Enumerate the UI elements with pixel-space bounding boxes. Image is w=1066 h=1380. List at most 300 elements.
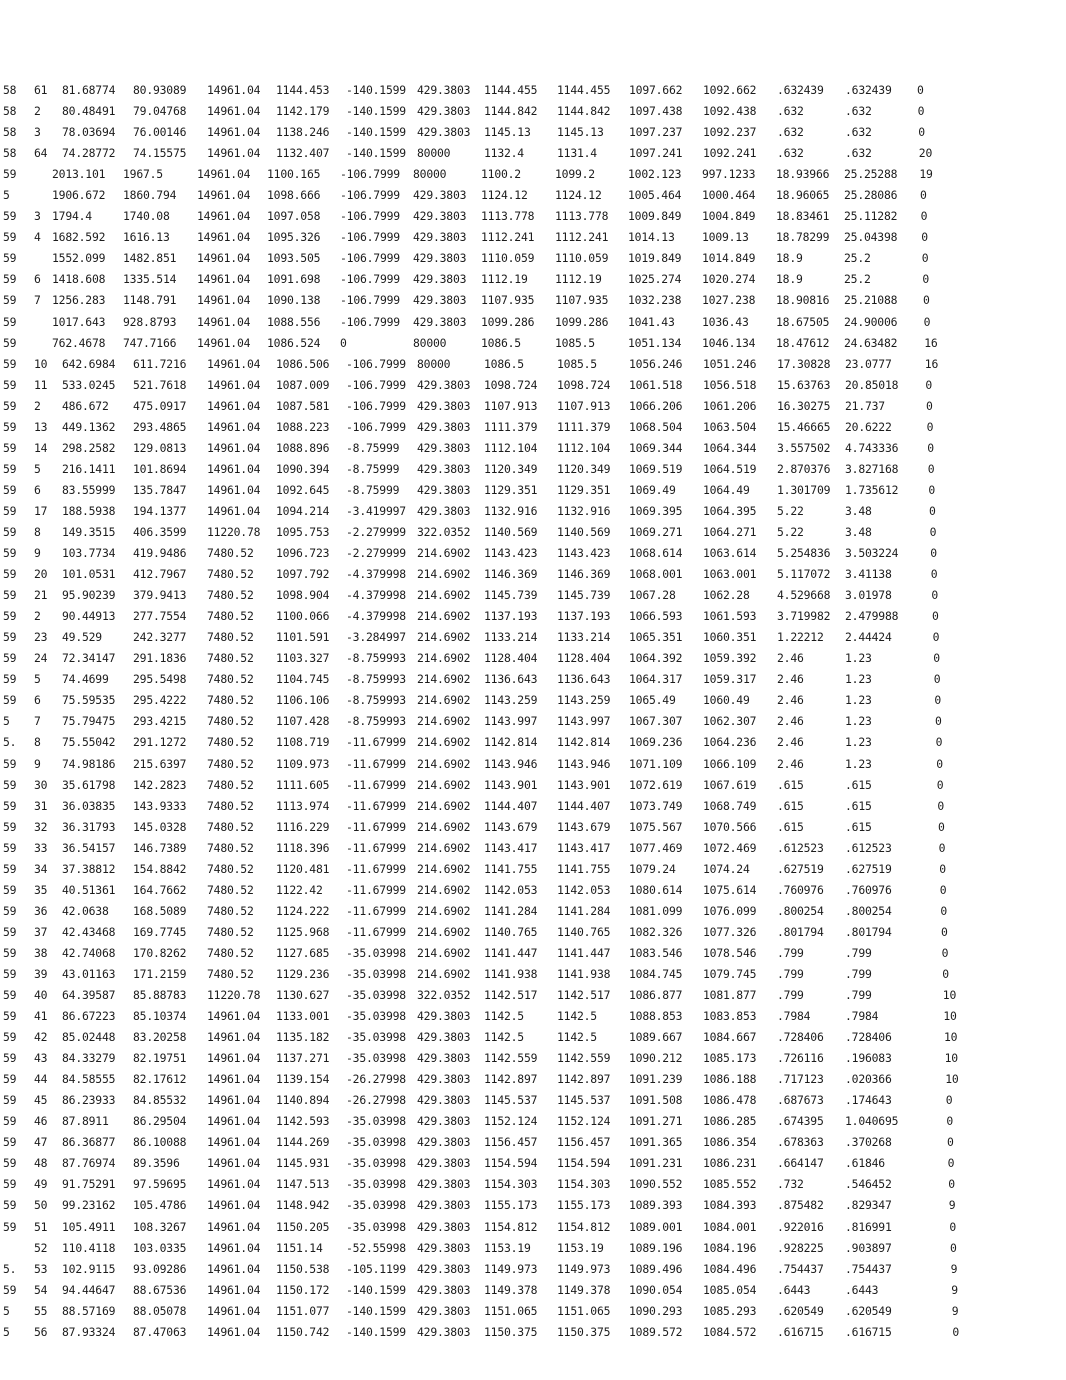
table-cell: 429.3803 xyxy=(413,188,467,203)
table-cell: 1086.285 xyxy=(703,1114,757,1129)
table-cell: 1088.223 xyxy=(276,419,330,434)
table-cell: 1141.755 xyxy=(557,861,611,876)
table-cell: 1136.643 xyxy=(557,672,611,687)
table-cell: -11.67999 xyxy=(346,735,406,750)
table-cell: 59 xyxy=(3,1114,17,1129)
table-cell: 53 xyxy=(34,1261,48,1276)
table-cell: 79.04768 xyxy=(133,104,187,119)
table-cell: 59 xyxy=(3,1177,17,1192)
table-cell: .370268 xyxy=(845,1135,892,1150)
table-cell: 86.23933 xyxy=(62,1093,116,1108)
table-cell: 42.43468 xyxy=(62,924,116,939)
table-cell: 1133.214 xyxy=(484,630,538,645)
table-cell: 1086.478 xyxy=(703,1093,757,1108)
table-cell: 1091.271 xyxy=(629,1114,683,1129)
table-cell: 3 xyxy=(34,209,41,224)
table-cell: 1087.581 xyxy=(276,398,330,413)
table-cell: 75.79475 xyxy=(62,714,116,729)
table-cell: 10 xyxy=(945,1072,959,1087)
table-cell: 74.4699 xyxy=(62,672,109,687)
table-cell: 1141.447 xyxy=(484,945,538,960)
table-row xyxy=(0,122,1066,143)
table-cell: 1142.559 xyxy=(557,1051,611,1066)
table-cell: 762.4678 xyxy=(52,335,106,350)
table-cell: 214.6902 xyxy=(417,735,471,750)
table-cell: 2.46 xyxy=(777,672,804,687)
table-cell: 293.4215 xyxy=(133,714,187,729)
table-cell: 214.6902 xyxy=(417,945,471,960)
table-cell: 14961.04 xyxy=(207,1303,261,1318)
table-cell: 1107.913 xyxy=(557,398,611,413)
table-row xyxy=(0,690,1066,711)
table-cell: 23.0777 xyxy=(845,356,892,371)
table-cell: 86.67223 xyxy=(62,1009,116,1024)
table-cell: 1482.851 xyxy=(123,251,177,266)
table-cell: .632 xyxy=(845,125,872,140)
table-cell: -140.1599 xyxy=(346,146,406,161)
table-cell: 1150.172 xyxy=(276,1282,330,1297)
table-cell: 0 xyxy=(926,398,933,413)
table-cell: -3.284997 xyxy=(346,630,406,645)
table-cell: 1418.608 xyxy=(52,272,106,287)
table-cell: 1142.897 xyxy=(557,1072,611,1087)
table-cell: 14961.04 xyxy=(207,1135,261,1150)
table-cell: 1.23 xyxy=(845,672,872,687)
table-cell: 72.34147 xyxy=(62,651,116,666)
table-cell: 475.0917 xyxy=(133,398,187,413)
table-cell: 20.6222 xyxy=(845,419,892,434)
table-cell: 1089.196 xyxy=(629,1240,683,1255)
table-cell: -106.7999 xyxy=(340,230,400,245)
table-cell: 0 xyxy=(926,419,934,434)
table-cell: 1085.5 xyxy=(555,335,595,350)
table-cell: 7480.52 xyxy=(207,798,254,813)
table-cell: 429.3803 xyxy=(417,398,471,413)
table-cell: 1141.755 xyxy=(484,861,538,876)
table-cell: 59 xyxy=(3,630,17,645)
table-cell: 322.0352 xyxy=(417,988,471,1003)
table-cell: -35.03998 xyxy=(346,1114,406,1129)
table-cell: 1059.392 xyxy=(703,651,757,666)
table-cell: .632 xyxy=(777,125,804,140)
table-cell: 59 xyxy=(3,209,17,224)
table-cell: 379.9413 xyxy=(133,588,187,603)
table-cell: 1019.849 xyxy=(628,251,682,266)
table-cell: -11.67999 xyxy=(346,756,406,771)
table-cell: 1089.393 xyxy=(629,1198,683,1213)
table-cell: 1151.077 xyxy=(276,1303,330,1318)
table-cell: 1139.154 xyxy=(276,1072,330,1087)
table-row xyxy=(0,164,1066,185)
table-cell: 1051.246 xyxy=(703,356,757,371)
table-cell: 1063.001 xyxy=(703,567,757,582)
table-cell: .7984 xyxy=(777,1009,811,1024)
table-row xyxy=(0,585,1066,606)
table-cell: 429.3803 xyxy=(417,503,471,518)
table-cell: 24.90006 xyxy=(844,314,898,329)
table-cell: 1131.4 xyxy=(557,146,597,161)
table-cell: 1063.504 xyxy=(703,419,757,434)
table-cell: 41 xyxy=(34,1009,48,1024)
table-cell: 2013.101 xyxy=(52,167,106,182)
table-cell: 0 xyxy=(938,840,946,855)
table-cell: 0 xyxy=(941,924,948,939)
table-cell: 33 xyxy=(34,840,48,855)
table-cell: 214.6902 xyxy=(417,966,471,981)
table-row xyxy=(0,775,1066,796)
table-cell: 49 xyxy=(34,1177,48,1192)
table-cell: 14961.04 xyxy=(207,440,261,455)
table-cell: 1138.246 xyxy=(276,125,330,140)
table-cell: 1041.43 xyxy=(628,314,675,329)
table-cell: 1141.938 xyxy=(484,966,538,981)
table-cell: 1000.464 xyxy=(702,188,756,203)
table-cell: 1083.546 xyxy=(629,945,683,960)
table-cell: 1004.849 xyxy=(702,209,756,224)
table-row xyxy=(0,669,1066,690)
table-cell: 1151.065 xyxy=(557,1303,611,1318)
table-cell: 0 xyxy=(947,1135,954,1150)
table-cell: 429.3803 xyxy=(417,1051,471,1066)
table-cell: 1098.666 xyxy=(267,188,321,203)
table-cell: 1097.792 xyxy=(276,567,330,582)
table-cell: 1066.206 xyxy=(629,398,683,413)
table-cell: 59 xyxy=(3,503,17,518)
table-cell: 3.557502 xyxy=(777,440,831,455)
table-cell: .6443 xyxy=(845,1282,879,1297)
table-cell: 1124.12 xyxy=(481,188,528,203)
table-cell: 429.3803 xyxy=(417,1030,471,1045)
table-cell: -106.7999 xyxy=(340,293,400,308)
table-cell: 1095.753 xyxy=(276,524,330,539)
table-cell: .632439 xyxy=(777,83,824,97)
table-cell: 18.47612 xyxy=(776,335,830,350)
table-cell: 1125.968 xyxy=(276,924,330,939)
table-cell: 14961.04 xyxy=(207,503,261,518)
table-cell: 3.48 xyxy=(845,503,872,518)
table-cell: 7480.52 xyxy=(207,714,254,729)
table-cell: 0 xyxy=(918,125,925,140)
table-cell: 0 xyxy=(920,209,928,224)
table-cell: 13 xyxy=(34,419,48,434)
table-cell: 1072.469 xyxy=(703,840,757,855)
table-row xyxy=(0,838,1066,859)
table-cell: 1036.43 xyxy=(702,314,749,329)
table-cell: 25.2 xyxy=(844,251,871,266)
table-cell: .687673 xyxy=(777,1093,824,1108)
table-cell: -106.7999 xyxy=(346,419,406,434)
table-cell: 1154.303 xyxy=(484,1177,538,1192)
table-cell: .620549 xyxy=(777,1303,824,1318)
table-cell: 1142.179 xyxy=(276,104,330,119)
table-cell: 1860.794 xyxy=(123,188,177,203)
table-cell: 7480.52 xyxy=(207,630,254,645)
table-cell: 216.1411 xyxy=(62,461,116,476)
table-cell: .6443 xyxy=(777,1282,811,1297)
table-cell: 1091.508 xyxy=(629,1093,683,1108)
table-cell: 7480.52 xyxy=(207,840,254,855)
table-cell: 14961.04 xyxy=(207,398,261,413)
table-cell: 1112.241 xyxy=(481,230,535,245)
table-cell: 293.4865 xyxy=(133,419,187,434)
table-cell: 1148.942 xyxy=(276,1198,330,1213)
table-cell: 154.8842 xyxy=(133,861,187,876)
table-cell: 429.3803 xyxy=(413,209,467,224)
table-row xyxy=(0,922,1066,943)
table-cell: 9 xyxy=(34,546,41,561)
table-cell: .760976 xyxy=(777,882,824,897)
table-cell: 194.1377 xyxy=(133,503,187,518)
table-cell: 1062.28 xyxy=(703,588,750,603)
table-row xyxy=(0,985,1066,1006)
table-cell: 533.0245 xyxy=(62,377,116,392)
table-cell: 1046.134 xyxy=(702,335,756,350)
table-cell: 36.03835 xyxy=(62,798,116,813)
table-cell: 0 xyxy=(937,798,945,813)
table-cell: .174643 xyxy=(845,1093,892,1108)
table-cell: 1098.904 xyxy=(276,588,330,603)
table-cell: 14961.04 xyxy=(207,1030,261,1045)
table-cell: 429.3803 xyxy=(417,125,471,140)
table-row xyxy=(0,290,1066,311)
table-row xyxy=(0,543,1066,564)
table-cell: 0 xyxy=(936,756,943,771)
table-cell: 0 xyxy=(935,735,943,750)
table-cell: .627519 xyxy=(845,861,892,876)
table-cell: 214.6902 xyxy=(417,693,471,708)
table-cell: 214.6902 xyxy=(417,630,471,645)
table-cell: 1.040695 xyxy=(845,1114,899,1129)
table-cell: 1132.916 xyxy=(484,503,538,518)
table-cell: .928225 xyxy=(777,1240,824,1255)
table-cell: 1103.327 xyxy=(276,651,330,666)
table-cell: 94.44647 xyxy=(62,1282,116,1297)
table-cell: 80000 xyxy=(413,335,447,350)
table-cell: 5.22 xyxy=(777,524,804,539)
table-cell: 7480.52 xyxy=(207,609,254,624)
table-cell: 1146.369 xyxy=(557,567,611,582)
table-row xyxy=(0,269,1066,290)
table-cell: 1082.326 xyxy=(629,924,683,939)
table-cell: 48 xyxy=(34,1156,48,1171)
table-cell: 1068.001 xyxy=(629,567,683,582)
table-cell: .615 xyxy=(845,798,872,813)
table-cell: 1150.375 xyxy=(484,1324,538,1339)
table-cell: 295.4222 xyxy=(133,693,187,708)
table-cell: 1084.745 xyxy=(629,966,683,981)
table-cell: 14961.04 xyxy=(207,419,261,434)
table-cell: 1060.351 xyxy=(703,630,757,645)
table-row xyxy=(0,1195,1066,1216)
table-cell: 1064.519 xyxy=(703,461,757,476)
table-cell: 429.3803 xyxy=(417,1177,471,1192)
table-cell: 18.78299 xyxy=(776,230,830,245)
table-cell: 1143.946 xyxy=(484,756,538,771)
table-cell: 611.7216 xyxy=(133,356,187,371)
table-cell: 1128.404 xyxy=(557,651,611,666)
table-cell: 14961.04 xyxy=(197,314,251,329)
table-cell: 2.46 xyxy=(777,714,804,729)
table-row xyxy=(0,1090,1066,1111)
table-cell: 14961.04 xyxy=(207,1198,261,1213)
table-cell: 1085.5 xyxy=(557,356,597,371)
table-row xyxy=(0,206,1066,227)
table-cell: 59 xyxy=(3,882,17,897)
table-cell: 429.3803 xyxy=(413,251,467,266)
table-row xyxy=(0,943,1066,964)
table-cell: 1143.946 xyxy=(557,756,611,771)
table-cell: 214.6902 xyxy=(417,588,471,603)
table-cell: 1140.894 xyxy=(276,1093,330,1108)
table-cell: 1256.283 xyxy=(52,293,106,308)
table-cell: 84.85532 xyxy=(133,1093,187,1108)
table-row xyxy=(0,101,1066,122)
table-cell: 14961.04 xyxy=(207,146,261,161)
table-row xyxy=(0,501,1066,522)
table-cell: 1150.742 xyxy=(276,1324,330,1339)
table-row xyxy=(0,964,1066,985)
table-cell: 51 xyxy=(34,1219,48,1234)
table-row xyxy=(0,859,1066,880)
table-cell: 429.3803 xyxy=(417,1261,471,1276)
table-cell: 1140.569 xyxy=(557,524,611,539)
table-cell: 7480.52 xyxy=(207,882,254,897)
table-cell: 6 xyxy=(34,693,41,708)
table-cell: 10 xyxy=(944,1051,958,1066)
table-cell: 1090.138 xyxy=(267,293,321,308)
table-cell: 242.3277 xyxy=(133,630,187,645)
table-cell: -140.1599 xyxy=(346,125,406,140)
table-cell: 64.39587 xyxy=(62,988,116,1003)
table-cell: 1093.505 xyxy=(267,251,321,266)
table-cell: .754437 xyxy=(845,1261,892,1276)
table-cell: 1.23 xyxy=(845,756,872,771)
table-cell: 75.59535 xyxy=(62,693,116,708)
table-cell: 87.76974 xyxy=(62,1156,116,1171)
table-cell: 1100.165 xyxy=(267,167,321,182)
table-cell: 214.6902 xyxy=(417,861,471,876)
table-row xyxy=(0,248,1066,269)
table-row xyxy=(0,1174,1066,1195)
table-cell: 93.09286 xyxy=(133,1261,187,1276)
table-cell: 1068.614 xyxy=(629,546,683,561)
table-cell: -26.27998 xyxy=(346,1072,406,1087)
table-cell: 214.6902 xyxy=(417,546,471,561)
table-cell: 1079.745 xyxy=(703,966,757,981)
table-cell: 59 xyxy=(3,524,17,539)
table-cell: 59 xyxy=(3,1072,17,1087)
table-cell: -3.419997 xyxy=(346,503,406,518)
table-cell: 7480.52 xyxy=(207,924,254,939)
table-cell: 1118.396 xyxy=(276,840,330,855)
table-cell: 7480.52 xyxy=(207,966,254,981)
table-cell: 9 xyxy=(951,1282,958,1297)
table-cell: 1078.546 xyxy=(703,945,757,960)
table-row xyxy=(0,732,1066,753)
table-cell: 80.93089 xyxy=(133,83,187,97)
table-cell: .732 xyxy=(777,1177,804,1192)
table-cell: 1099.286 xyxy=(555,314,609,329)
table-cell: 1.23 xyxy=(845,735,872,750)
table-cell: 59 xyxy=(3,840,17,855)
table-cell: 90.44913 xyxy=(62,609,116,624)
table-cell: 91.75291 xyxy=(62,1177,116,1192)
table-cell: 1056.518 xyxy=(703,377,757,392)
table-cell: 59 xyxy=(3,966,17,981)
table-cell: 14961.04 xyxy=(207,1261,261,1276)
table-cell: 74.28772 xyxy=(62,146,116,161)
table-row xyxy=(0,396,1066,417)
table-cell: 1062.307 xyxy=(703,714,757,729)
table-cell: 1091.231 xyxy=(629,1156,683,1171)
table-cell: .620549 xyxy=(845,1303,892,1318)
table-cell: 14961.04 xyxy=(207,1177,261,1192)
table-cell: 95.90239 xyxy=(62,588,116,603)
table-cell: 42 xyxy=(34,1030,48,1045)
table-cell: 0 xyxy=(921,230,928,245)
table-cell: 14961.04 xyxy=(207,356,261,371)
table-cell: 1099.286 xyxy=(481,314,535,329)
table-cell: 1086.231 xyxy=(703,1156,757,1171)
table-cell: -106.7999 xyxy=(346,377,406,392)
table-cell: 1156.457 xyxy=(484,1135,538,1150)
table-cell: 1128.404 xyxy=(484,651,538,666)
table-row xyxy=(0,333,1066,354)
table-cell: 1069.236 xyxy=(629,735,683,750)
table-cell: 88.57169 xyxy=(62,1303,116,1318)
table-cell: 1107.935 xyxy=(481,293,535,308)
table-cell: 14961.04 xyxy=(207,1282,261,1297)
table-cell: 59 xyxy=(3,167,17,182)
table-cell: 1132.4 xyxy=(484,146,524,161)
table-cell: 449.1362 xyxy=(62,419,116,434)
table-cell: .728406 xyxy=(777,1030,824,1045)
table-cell: 1014.849 xyxy=(702,251,756,266)
table-cell: .632 xyxy=(845,104,872,119)
table-cell: 429.3803 xyxy=(417,1219,471,1234)
table-cell: 59 xyxy=(3,945,17,960)
table-cell: 1088.556 xyxy=(267,314,321,329)
table-cell: 80000 xyxy=(417,146,451,161)
table-cell: 87.8911 xyxy=(62,1114,109,1129)
table-cell: 1112.19 xyxy=(555,272,602,287)
table-row xyxy=(0,185,1066,206)
table-cell: 1092.438 xyxy=(703,104,757,119)
table-cell: 7480.52 xyxy=(207,567,254,582)
table-cell: 24.63482 xyxy=(844,335,898,350)
table-cell: 1140.765 xyxy=(557,924,611,939)
table-cell: 1027.238 xyxy=(702,293,756,308)
table-cell: 84.58555 xyxy=(62,1072,116,1087)
table-cell: -106.7999 xyxy=(340,251,400,266)
table-cell: -140.1599 xyxy=(346,1303,406,1318)
table-cell: 1142.593 xyxy=(276,1114,330,1129)
table-cell: 1124.222 xyxy=(276,903,330,918)
table-cell: 1032.238 xyxy=(628,293,682,308)
table-cell: 1120.349 xyxy=(484,461,538,476)
table-cell: 7480.52 xyxy=(207,777,254,792)
table-cell: 1154.594 xyxy=(557,1156,611,1171)
table-cell: 59 xyxy=(3,588,17,603)
table-cell: 1069.519 xyxy=(629,461,683,476)
table-cell: 1064.392 xyxy=(629,651,683,666)
table-cell: .615 xyxy=(777,777,804,792)
table-cell: 1143.417 xyxy=(484,840,538,855)
table-cell: 14961.04 xyxy=(207,125,261,140)
table-cell: 86.29504 xyxy=(133,1114,187,1129)
table-cell: 14961.04 xyxy=(197,188,251,203)
table-cell: 74.15575 xyxy=(133,146,187,161)
